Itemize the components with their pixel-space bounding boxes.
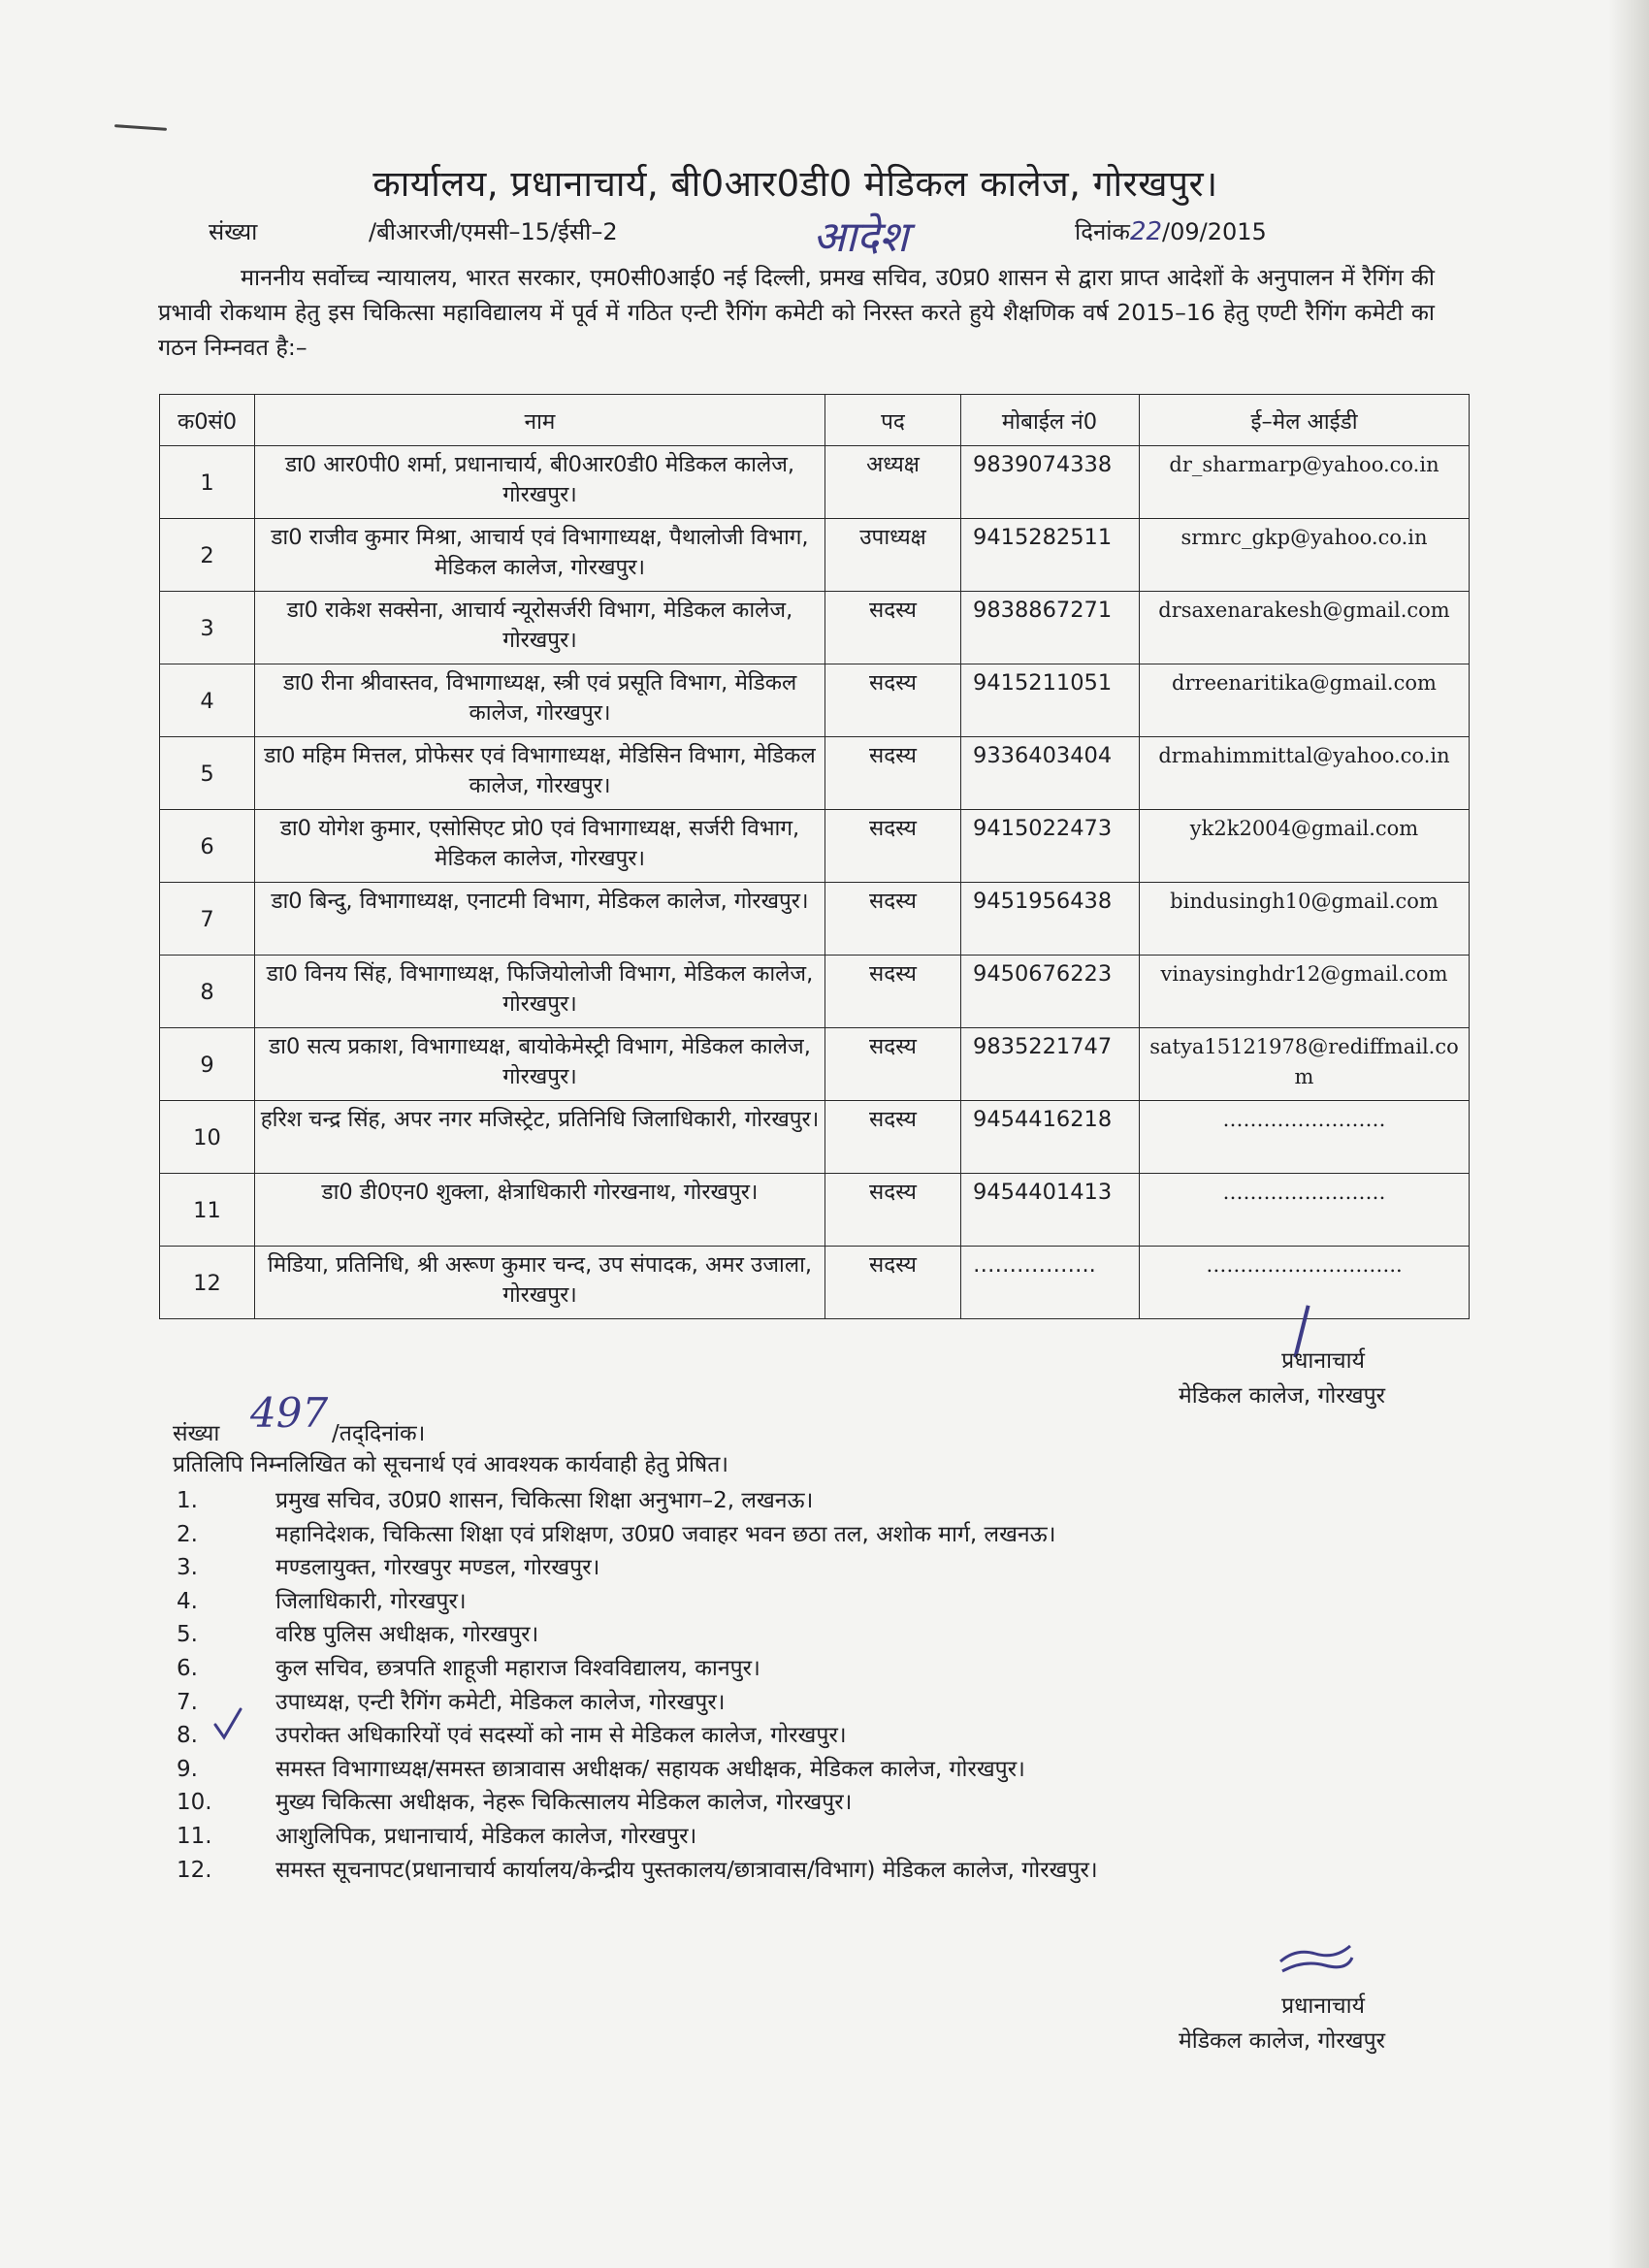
cell-mobile: 9451956438 (961, 883, 1140, 956)
cell-serial: 3 (160, 592, 255, 664)
cell-serial: 1 (160, 446, 255, 519)
cell-email: yk2k2004@gmail.com (1140, 810, 1470, 883)
cell-mobile: 9835221747 (961, 1028, 1140, 1101)
list-item-number: 10. (177, 1790, 212, 1816)
cell-email: ……………………….. (1140, 1247, 1470, 1319)
list-item (173, 1518, 1098, 1552)
header-mobile: मोबाईल नं0 (961, 395, 1140, 446)
list-item (173, 1786, 1098, 1820)
header-post: पद (825, 395, 961, 446)
list-item-text: समस्त विभागाध्यक्ष/समस्त छात्रावास अधीक्षक/ सहायक अधीक्षक, मेडिकल कालेज, गोरखपुर। (275, 1756, 1025, 1782)
list-item (173, 1652, 1098, 1686)
cell-name: डा0 आर0पी0 शर्मा, प्रधानाचार्य, बी0आर0डी0 मेडिकल कालेज, गोरखपुर। (255, 446, 825, 519)
intro-paragraph: माननीय सर्वोच्च न्यायालय, भारत सरकार, एम0सी0आई0 नई दिल्ली, प्रमख सचिव, उ0प्र0 शासन से द्वारा प्राप्त आदेशों के अनुपालन में रैगिंग की प्रभावी रोकथाम हेतु इस चिकित्सा महाविद्यालय में पूर्व में गठित एन्टी रैगिंग कमेटी को निरस्त करते हुये शैक्षणिक वर्ष 2015–16 हेतु एण्टी रैगिंग कमेटी का गठन निम्नवत है:– (158, 264, 1435, 361)
cell-mobile: 9454416218 (961, 1101, 1140, 1174)
header-serial: क0सं0 (160, 395, 255, 446)
table-row (160, 592, 1470, 664)
cell-name: डा0 योगेश कुमार, एसोसिएट प्रो0 एवं विभागाध्यक्ष, सर्जरी विभाग, मेडिकल कालेज, गोरखपुर। (255, 810, 825, 883)
list-item-text: महानिदेशक, चिकित्सा शिक्षा एवं प्रशिक्षण, उ0प्र0 जवाहर भवन छठा तल, अशोक मार्ग, लखनऊ। (275, 1521, 1056, 1547)
cell-name: डा0 डी0एन0 शुक्ला, क्षेत्राधिकारी गोरखनाथ, गोरखपुर। (255, 1174, 825, 1247)
table-row (160, 737, 1470, 810)
number-label: संख्या (209, 218, 258, 245)
date-day-handwritten: 22 (1129, 217, 1163, 246)
cell-post: सदस्य (825, 737, 961, 810)
date-month-year: /09/2015 (1162, 218, 1267, 245)
dispatch-number-label: संख्या (173, 1421, 220, 1446)
list-item (173, 1820, 1098, 1854)
signature-scribble-icon (1277, 1940, 1354, 1979)
distribution-list (173, 1484, 1098, 1887)
cell-name: डा0 सत्य प्रकाश, विभागाध्यक्ष, बायोकेमेस्ट्री विभाग, मेडिकल कालेज, गोरखपुर। (255, 1028, 825, 1101)
signatory-title: प्रधानाचार्य (1281, 1348, 1365, 1374)
list-item (173, 1719, 1098, 1753)
cell-email: dr_sharmarp@yahoo.co.in (1140, 446, 1470, 519)
cell-mobile: 9838867271 (961, 592, 1140, 664)
list-item-text: मुख्य चिकित्सा अधीक्षक, नेहरू चिकित्सालय मेडिकल कालेज, गोरखपुर। (275, 1790, 853, 1816)
cell-name: डा0 रीना श्रीवास्तव, विभागाध्यक्ष, स्त्री एवं प्रसूति विभाग, मेडिकल कालेज, गोरखपुर। (255, 664, 825, 737)
reference-line (209, 215, 618, 247)
list-item (173, 1753, 1098, 1787)
table-row (160, 1174, 1470, 1247)
header-name: नाम (255, 395, 825, 446)
list-item-text: उपरोक्त अधिकारियों एवं सदस्यों को नाम से मेडिकल कालेज, गोरखपुर। (275, 1723, 847, 1749)
order-handwritten-word: आदेश (813, 212, 909, 262)
cell-post: उपाध्यक्ष (825, 519, 961, 592)
list-item-number: 2. (177, 1521, 198, 1547)
signature-block-2 (1179, 1989, 1385, 2058)
cell-mobile: 9415282511 (961, 519, 1140, 592)
table-row (160, 1028, 1470, 1101)
list-item-number: 11. (177, 1823, 212, 1849)
list-item-text: आशुलिपिक, प्रधानाचार्य, मेडिकल कालेज, गोरखपुर। (275, 1823, 697, 1849)
dispatch-number-suffix: /तद्‌दिनांक। (332, 1421, 426, 1446)
cell-post: अध्यक्ष (825, 446, 961, 519)
cell-email: srmrc_gkp@yahoo.co.in (1140, 519, 1470, 592)
cell-serial: 7 (160, 883, 255, 956)
cell-email: drmahimmittal@yahoo.co.in (1140, 737, 1470, 810)
list-item-number: 8. (177, 1723, 198, 1749)
cell-email: vinaysinghdr12@gmail.com (1140, 956, 1470, 1028)
table-row (160, 810, 1470, 883)
list-item-number: 6. (177, 1655, 198, 1681)
cell-serial: 12 (160, 1247, 255, 1319)
list-item (173, 1854, 1098, 1888)
copy-to-intro: प्रतिलिपि निम्नलिखित को सूचनार्थ एवं आवश्यक कार्यवाही हेतु प्रेषित। (173, 1452, 729, 1477)
list-item-number: 9. (177, 1756, 198, 1782)
cell-post: सदस्य (825, 883, 961, 956)
office-title: कार्यालय, प्रधानाचार्य, बी0आर0डी0 मेडिकल कालेज, गोरखपुर। (372, 163, 1218, 205)
cell-serial: 8 (160, 956, 255, 1028)
cell-serial: 6 (160, 810, 255, 883)
list-item (173, 1484, 1098, 1518)
cell-serial: 4 (160, 664, 255, 737)
cell-mobile: 9839074338 (961, 446, 1140, 519)
table-row (160, 1101, 1470, 1174)
cell-post: सदस्य (825, 664, 961, 737)
list-item-number: 12. (177, 1857, 212, 1883)
cell-name: डा0 महिम मित्तल, प्रोफेसर एवं विभागाध्यक्ष, मेडिसिन विभाग, मेडिकल कालेज, गोरखपुर। (255, 737, 825, 810)
cell-email: drsaxenarakesh@gmail.com (1140, 592, 1470, 664)
cell-post: सदस्य (825, 1101, 961, 1174)
cell-serial: 5 (160, 737, 255, 810)
list-item (173, 1551, 1098, 1585)
table-header-row (160, 395, 1470, 446)
cell-serial: 10 (160, 1101, 255, 1174)
list-item-text: प्रमुख सचिव, उ0प्र0 शासन, चिकित्सा शिक्षा अनुभाग–2, लखनऊ। (275, 1488, 814, 1513)
header-email: ई–मेल आईडी (1140, 395, 1470, 446)
cell-email: …………………… (1140, 1101, 1470, 1174)
cell-post: सदस्य (825, 592, 961, 664)
list-item-number: 7. (177, 1689, 198, 1715)
list-item-text: जिलाधिकारी, गोरखपुर। (275, 1588, 467, 1614)
committee-table (159, 394, 1470, 1319)
cell-mobile: 9336403404 (961, 737, 1140, 810)
signature-block-1 (1179, 1344, 1385, 1413)
cell-email: …………………… (1140, 1174, 1470, 1247)
cell-post: सदस्य (825, 956, 961, 1028)
list-item (173, 1686, 1098, 1720)
cell-post: सदस्य (825, 1028, 961, 1101)
table-row (160, 664, 1470, 737)
list-item-number: 1. (177, 1488, 198, 1513)
table-row (160, 883, 1470, 956)
cell-mobile: 9450676223 (961, 956, 1140, 1028)
list-item-number: 4. (177, 1588, 198, 1614)
cell-email: satya15121978@rediffmail.com (1140, 1028, 1470, 1101)
cell-mobile: 9415211051 (961, 664, 1140, 737)
cell-mobile: 9454401413 (961, 1174, 1140, 1247)
cell-serial: 11 (160, 1174, 255, 1247)
list-item-number: 3. (177, 1555, 198, 1581)
date-label: दिनांक (1075, 218, 1130, 245)
cell-name: डा0 राकेश सक्सेना, आचार्य न्यूरोसर्जरी विभाग, मेडिकल कालेज, गोरखपुर। (255, 592, 825, 664)
table-row (160, 519, 1470, 592)
list-item-text: उपाध्यक्ष, एन्टी रैगिंग कमेटी, मेडिकल कालेज, गोरखपुर। (275, 1689, 726, 1715)
checkmark-icon (213, 1707, 242, 1740)
cell-name: हरिश चन्द्र सिंह, अपर नगर मजिस्ट्रेट, प्रतिनिधि जिलाधिकारी, गोरखपुर। (255, 1101, 825, 1174)
cell-name: डा0 बिन्दु, विभागाध्यक्ष, एनाटमी विभाग, मेडिकल कालेज, गोरखपुर। (255, 883, 825, 956)
signatory-org: मेडिकल कालेज, गोरखपुर (1179, 2028, 1386, 2054)
cell-serial: 2 (160, 519, 255, 592)
signatory-org: मेडिकल कालेज, गोरखपुर (1179, 1383, 1386, 1409)
list-item (173, 1618, 1098, 1652)
date-line (1075, 215, 1267, 247)
cell-serial: 9 (160, 1028, 255, 1101)
cell-name: डा0 विनय सिंह, विभागाध्यक्ष, फिजियोलोजी विभाग, मेडिकल कालेज, गोरखपुर। (255, 956, 825, 1028)
list-item-text: कुल सचिव, छत्रपति शाहूजी महाराज विश्वविद्यालय, कानपुर। (275, 1655, 760, 1681)
cell-post: सदस्य (825, 1247, 961, 1319)
list-item-text: मण्डलायुक्त, गोरखपुर मण्डल, गोरखपुर। (275, 1555, 600, 1581)
signatory-title: प्रधानाचार्य (1281, 1993, 1365, 2019)
cell-name: डा0 राजीव कुमार मिश्रा, आचार्य एवं विभागाध्यक्ष, पैथालोजी विभाग, मेडिकल कालेज, गोरखपुर। (255, 519, 825, 592)
list-item-text: समस्त सूचनापट(प्रधानाचार्य कार्यालय/केन्द्रीय पुस्तकालय/छात्रावास/विभाग) मेडिकल कालेज, गोरखपुर। (275, 1857, 1098, 1883)
cell-post: सदस्य (825, 1174, 961, 1247)
list-item (173, 1585, 1098, 1619)
table-row (160, 1247, 1470, 1319)
table-row (160, 446, 1470, 519)
cell-email: drreenaritika@gmail.com (1140, 664, 1470, 737)
reference-code: /बीआरजी/एमसी–15/ईसी–2 (369, 218, 618, 245)
dispatch-number-handwritten: 497 (250, 1389, 329, 1437)
cell-email: bindusingh10@gmail.com (1140, 883, 1470, 956)
cell-post: सदस्य (825, 810, 961, 883)
table-row (160, 956, 1470, 1028)
cell-mobile: …………….. (961, 1247, 1140, 1319)
pen-stroke-mark (114, 124, 167, 131)
scan-edge-shadow (1608, 0, 1649, 2268)
list-item-text: वरिष्ठ पुलिस अधीक्षक, गोरखपुर। (275, 1622, 539, 1648)
list-item-number: 5. (177, 1622, 198, 1648)
cell-mobile: 9415022473 (961, 810, 1140, 883)
cell-name: मिडिया, प्रतिनिधि, श्री अरूण कुमार चन्द, उप संपादक, अमर उजाला, गोरखपुर। (255, 1247, 825, 1319)
